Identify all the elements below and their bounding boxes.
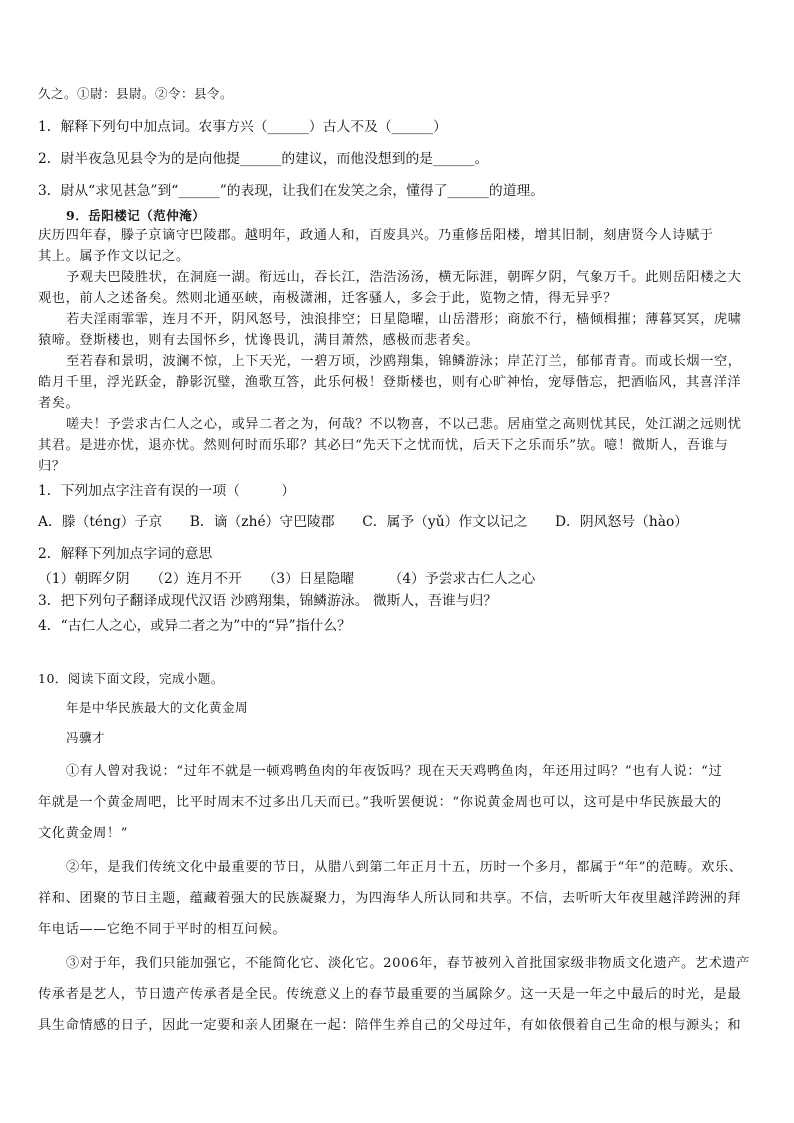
s10-paragraph-line: 文化黄金周！” xyxy=(38,826,129,841)
s10-intro: 10．阅读下面文段，完成小题。 xyxy=(38,671,224,686)
s9-passage-line: 观也，前人之述备矣。然则北通巫峡，南极潇湘，迁客骚人，多会于此，览物之情，得无异乎？ xyxy=(38,291,618,306)
s9-passage-line: 嗟夫！予尝求古仁人之心，或异二者之为，何哉？不以物喜，不以己悲。居庙堂之高则忧其民，处江湖之远则忧 xyxy=(66,417,742,432)
s9-passage-line: 其君。是进亦忧，退亦忧。然则何时而乐耶？其必曰“先天下之忧而忧，后天下之乐而乐”欤。噫！微斯人，吾谁与 xyxy=(38,438,729,453)
s10-paragraph-line: 具生命情感的日子，因此一定要和亲人团聚在一起：陪伴生养自己的父母过年，有如依偎着自己生命的根与源头；和 xyxy=(38,1018,742,1033)
s9-passage-line: 者矣。 xyxy=(38,396,80,411)
s8-question-1: 1．解释下列句中加点词。农事方兴（______）古人不及（______） xyxy=(38,119,447,135)
s9-passage-line: 至若春和景明，波澜不惊，上下天光，一碧万顷，沙鸥翔集，锦鳞游泳；岸芷汀兰，郁郁青青。而或长烟一空， xyxy=(66,354,742,369)
s10-paragraph-line: ③对于年，我们只能加强它，不能简化它、淡化它。2006年，春节被列入首批国家级非物质文化遗产。艺术遗产 xyxy=(66,956,750,971)
s9-passage-line: 若夫淫雨霏霏，连月不开，阴风怒号，浊浪排空；日星隐曜，山岳潜形；商旅不行，樯倾楫摧；薄暮冥冥，虎啸 xyxy=(66,312,742,327)
s10-paragraph-line: 年电话——它绝不同于平时的相互问候。 xyxy=(38,922,287,937)
s9-passage-line: 猿啼。登斯楼也，则有去国怀乡，忧谗畏讥，满目萧然，感极而悲者矣。 xyxy=(38,333,480,348)
s9-question-2-items: （1）朝晖夕阴 （2）连月不开 （3）日星隐曜 （4）予尝求古仁人之心 xyxy=(38,571,536,587)
s8-question-2: 2．尉半夜急见县令为的是向他提______的建议，而他没想到的是______。 xyxy=(38,151,489,167)
s9-title: 9．岳阳楼记（范仲淹） xyxy=(66,208,206,223)
s9-passage-line: 庆历四年春，滕子京谪守巴陵郡。越明年，政通人和，百废具兴。乃重修岳阳楼，增其旧制，刻唐贤今人诗赋于 xyxy=(38,228,714,243)
s9-passage-line: 皓月千里，浮光跃金，静影沉璧，渔歌互答，此乐何极！登斯楼也，则有心旷神怡，宠辱偕忘，把酒临风，其喜洋洋 xyxy=(38,375,742,390)
s10-paragraph-line: 祥和、团聚的节日主题，蕴藏着强大的民族凝聚力，为四海华人所认同和共享。不信，去听听大年夜里越洋跨洲的拜 xyxy=(38,891,742,906)
s8-question-3: 3．尉从“求见甚急”到“______”的表现，让我们在发笑之余，懂得了______的道理。 xyxy=(38,183,545,199)
s10-paragraph-line: 传承者是艺人，节日遗产传承者是全民。传统意义上的春节最重要的当属除夕。这一天是一年之中最后的时光，是最 xyxy=(38,987,742,1002)
s9-question-1-options: A．滕（téng）子京 B．谪（zhé）守巴陵郡 C．属予（yǔ）作文以记之 D．阴风怒号（hào） xyxy=(38,514,689,530)
s9-passage-line: 予观夫巴陵胜状，在洞庭一湖。衔远山，吞长江，浩浩汤汤，横无际涯，朝晖夕阴，气象万千。此则岳阳楼之大 xyxy=(66,270,742,285)
s9-question-1: 1．下列加点字注音有误的一项（ ） xyxy=(38,483,296,499)
s10-paragraph-line: 年就是一个黄金周吧，比平时周末不过多出几天而已。”我听罢便说：“你说黄金周也可以，这可是中华民族最大的 xyxy=(38,795,722,810)
s10-article-title: 年是中华民族最大的文化黄金周 xyxy=(66,700,249,715)
s10-paragraph-line: ①有人曾对我说：“过年不就是一顿鸡鸭鱼肉的年夜饭吗？现在天天鸡鸭鱼肉，年还用过吗？”也有人说：“过 xyxy=(66,764,723,779)
s9-question-3: 3．把下列句子翻译成现代汉语 沙鸥翔集，锦鳞游泳。 微斯人，吾谁与归？ xyxy=(38,593,498,609)
s9-question-2: 2．解释下列加点字词的意思 xyxy=(38,546,213,562)
s9-passage-line: 其上。属予作文以记之。 xyxy=(38,249,190,264)
top-footnote: 久之。①尉：县尉。②令：县令。 xyxy=(38,86,234,101)
s10-paragraph-line: ②年，是我们传统文化中最重要的节日，从腊八到第二年正月十五，历时一个多月，都属于“年”的范畴。欢乐、 xyxy=(66,860,743,875)
s9-passage-line: 归？ xyxy=(38,459,66,474)
s10-author: 冯骥才 xyxy=(66,730,106,745)
s9-question-4: 4．“古仁人之心，或异二者之为”中的“异”指什么？ xyxy=(38,618,351,634)
